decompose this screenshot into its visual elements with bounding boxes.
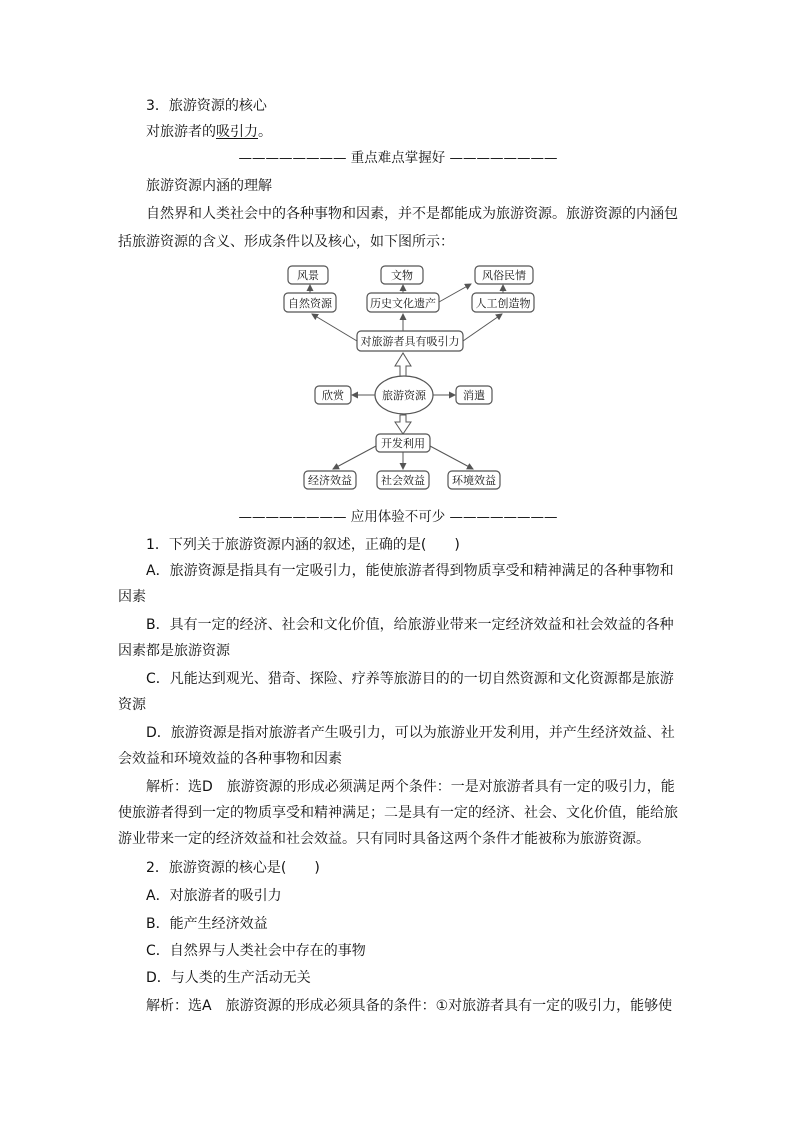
label-xiyinli: 对旅游者具有吸引力 [360,335,460,348]
label-fengsu: 风俗民情 [482,269,526,282]
q1-stem: 1．下列关于旅游资源内涵的叙述，正确的是( ) [146,537,460,553]
q1-option-d-line-1: D．旅游资源是指对旅游者产生吸引力，可以为旅游业开发利用，并产生经济效益、社 [146,725,675,741]
q1-option-a-line-2: 因素 [118,589,146,605]
label-xinshang: 欣赏 [322,389,344,402]
label-center: 旅游资源 [382,389,426,402]
section-3-underlined-term: 吸引力 [216,124,258,140]
q2-option-c: C．自然界与人类社会中存在的事物 [146,943,366,959]
label-rengong: 人工创造物 [475,297,531,310]
topic-title: 旅游资源内涵的理解 [146,178,272,194]
q1-option-b-line-1: B．具有一定的经济、社会和文化价值，给旅游业带来一定经济效益和社会效益的各种 [146,617,674,633]
q2-stem: 2．旅游资源的核心是( ) [146,860,320,876]
label-wenwu: 文物 [391,269,413,282]
q1-answer-line-3: 游业带来一定的经济效益和社会效益。只有同时具备这两个条件才能被称为旅游资源。 [118,831,650,847]
label-lishi: 历史文化遗产 [370,297,436,310]
topic-paragraph-line-2: 括旅游资源的含义、形成条件以及核心，如下图所示： [118,234,454,250]
label-shehui: 社会效益 [381,474,425,487]
label-kaifa: 开发利用 [381,437,425,450]
label-huanjing: 环境效益 [452,474,496,487]
section-3-text-suffix: 。 [258,124,272,140]
label-fengjing: 风景 [297,269,319,282]
q2-option-b: B．能产生经济效益 [146,916,268,932]
hollow-arrow-down [395,415,411,434]
q1-option-d-line-2: 会效益和环境效益的各种事物和因素 [118,751,342,767]
label-xiaoqian: 消遣 [463,389,485,402]
q1-option-c-line-1: C．凡能达到观光、猎奇、探险、疗养等旅游目的的一切自然资源和文化资源都是旅游 [146,671,674,687]
q2-option-d: D．与人类的生产活动无关 [146,970,311,986]
section-3-text-prefix: 对旅游者的 [146,124,216,140]
q1-option-a-line-1: A．旅游资源是指具有一定吸引力，能使旅游者得到物质享受和精神满足的各种事物和 [146,563,674,579]
section-divider-practice: ———————— 应用体验不可少 ———————— [238,509,558,525]
section-3-heading: 3．旅游资源的核心 [146,98,267,114]
label-ziran: 自然资源 [288,297,332,310]
section-3-text [146,122,706,142]
topic-paragraph-line-1: 自然界和人类社会中的各种事物和因素，并不是都能成为旅游资源。旅游资源的内涵包 [146,206,678,222]
label-jingji: 经济效益 [308,474,352,487]
hollow-arrow-up [395,353,411,376]
q1-answer-line-2: 使旅游者得到一定的物质享受和精神满足；二是具有一定的经济、社会、文化价值，能给旅 [118,805,678,821]
tourism-resource-diagram [280,258,550,498]
q2-answer-line-1: 解析：选A 旅游资源的形成必须具备的条件：①对旅游者具有一定的吸引力，能够使 [146,998,673,1014]
q1-option-c-line-2: 资源 [118,697,146,713]
q1-answer-line-1: 解析：选D 旅游资源的形成必须满足两个条件：一是对旅游者具有一定的吸引力，能 [146,779,675,795]
q2-option-a: A．对旅游者的吸引力 [146,888,282,904]
q1-option-b-line-2: 因素都是旅游资源 [118,643,230,659]
section-divider-key-points: ———————— 重点难点掌握好 ———————— [238,150,558,166]
